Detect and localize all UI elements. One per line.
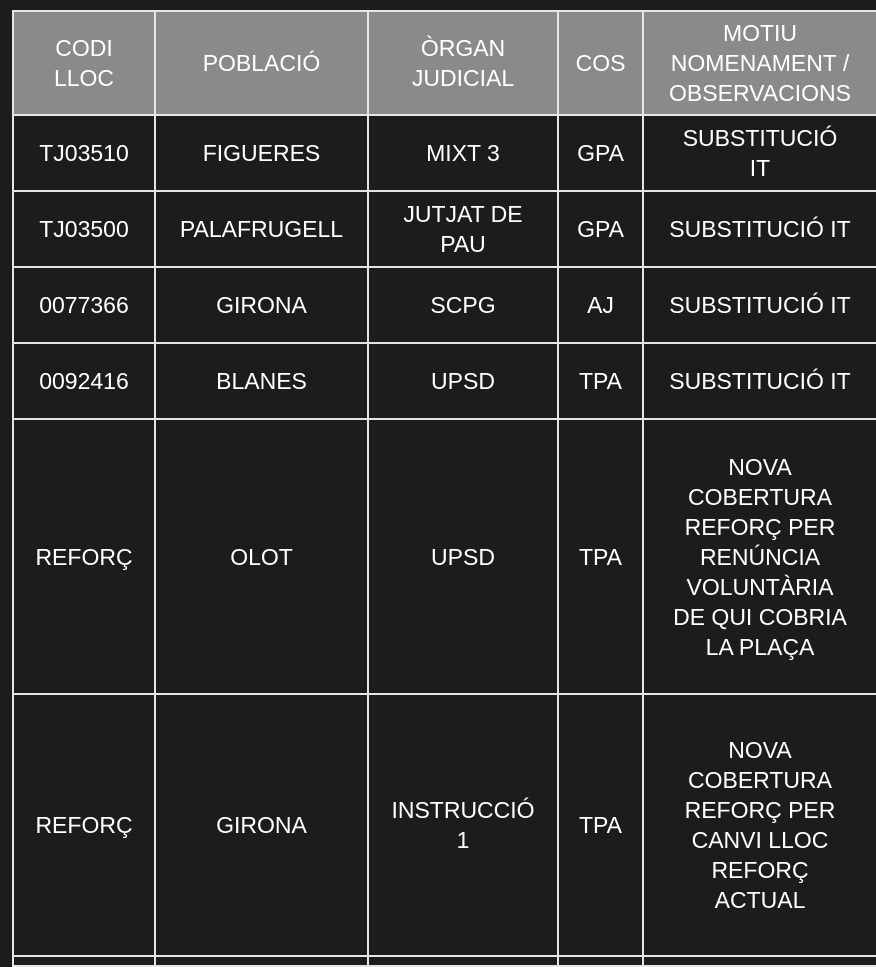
positions-table [12,10,876,967]
cell-cos: TPA [558,343,643,419]
header-organ-judicial: ÒRGAN JUDICIAL [368,11,558,115]
header-poblacio: POBLACIÓ [155,11,368,115]
cell-codi: 0077366 [13,267,155,343]
table-row [13,343,876,419]
cell-codi: TJ03510 [13,115,155,191]
table-row [13,419,876,694]
cell-organ: UPSD [368,343,558,419]
cell-motiu: SUBSTITUCIÓ IT [643,115,876,191]
table-row [13,694,876,956]
cell-poblacio: OLOT [155,419,368,694]
cell-motiu: NOVA COBERTURA REFORÇ PER CANVI LLOC REFORÇ ACTUAL [643,694,876,956]
cell-empty [155,956,368,966]
cell-organ: UPSD [368,419,558,694]
cell-motiu: SUBSTITUCIÓ IT [643,343,876,419]
table-row [13,267,876,343]
cell-motiu: SUBSTITUCIÓ IT [643,267,876,343]
cell-poblacio: BLANES [155,343,368,419]
cell-codi: TJ03500 [13,191,155,267]
cell-cos: AJ [558,267,643,343]
cell-cos: GPA [558,191,643,267]
cell-poblacio: FIGUERES [155,115,368,191]
cell-organ: MIXT 3 [368,115,558,191]
cell-empty [643,956,876,966]
cell-empty [558,956,643,966]
cell-empty [13,956,155,966]
cell-poblacio: GIRONA [155,267,368,343]
cell-codi: REFORÇ [13,694,155,956]
cell-codi: 0092416 [13,343,155,419]
cell-cos: TPA [558,694,643,956]
cell-motiu: NOVA COBERTURA REFORÇ PER RENÚNCIA VOLUNTÀRIA DE QUI COBRIA LA PLAÇA [643,419,876,694]
cell-cos: TPA [558,419,643,694]
cell-codi: REFORÇ [13,419,155,694]
table-header-row [13,11,876,115]
cell-motiu: SUBSTITUCIÓ IT [643,191,876,267]
header-cos: COS [558,11,643,115]
table-row [13,115,876,191]
cell-cos: GPA [558,115,643,191]
positions-table-container [12,10,876,967]
cell-organ: JUTJAT DE PAU [368,191,558,267]
table-row [13,191,876,267]
table-row-cutoff [13,956,876,966]
header-motiu: MOTIU NOMENAMENT / OBSERVACIONS [643,11,876,115]
cell-empty [368,956,558,966]
cell-organ: INSTRUCCIÓ 1 [368,694,558,956]
cell-poblacio: GIRONA [155,694,368,956]
cell-poblacio: PALAFRUGELL [155,191,368,267]
header-codi-lloc: CODI LLOC [13,11,155,115]
cell-organ: SCPG [368,267,558,343]
